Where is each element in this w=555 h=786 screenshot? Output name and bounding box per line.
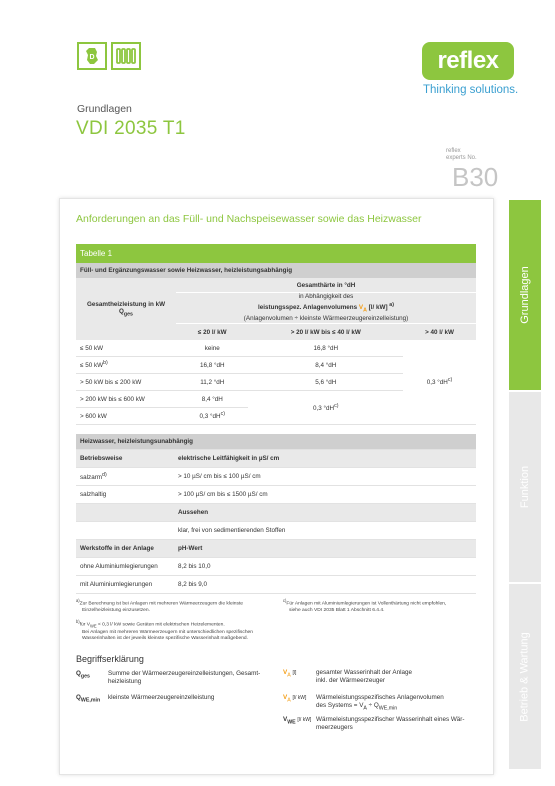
row-c1: keine	[176, 340, 248, 357]
tab-label: Grundlagen	[519, 266, 531, 324]
merged-c2: 0,3 $^\circ dH^{c)}$	[248, 391, 403, 425]
def-vwe: Wärmeleistungsspezifischer Wasserinhalt eines Wär- meerzeugers	[316, 716, 465, 731]
tab-funktion[interactable]	[509, 392, 541, 582]
col-header-3: > 40 l/ kW	[403, 324, 476, 341]
row-label: > 200 kW bis ≤ 600 kW	[76, 391, 176, 408]
row-c1: 8,4 °dH	[176, 391, 248, 408]
sym-vwe: $V_{WE}$ [l/ kW]	[283, 716, 312, 726]
tab-grundlagen[interactable]	[509, 200, 541, 390]
radiator-icon	[111, 42, 141, 70]
sym-va: $V_A$ [l]	[283, 669, 297, 679]
row-c1: 16,8 °dH	[176, 357, 248, 374]
heizwasser-table	[76, 434, 476, 594]
table-row	[76, 340, 476, 357]
merged-c3: 0,3 $^\circ dH^{c)}$	[403, 340, 476, 425]
betriebsweise-header: Betriebsweise	[76, 450, 174, 468]
mit-alu-value: 8,2 bis 9,0	[174, 576, 476, 594]
row-label: > 50 kW bis ≤ 200 kW	[76, 374, 176, 391]
document-number	[452, 162, 498, 193]
table-row	[76, 576, 476, 594]
begriffe-title: Begriffserklärung	[76, 654, 144, 664]
sym-va-spez: $V_A$ [l/ kW]	[283, 694, 307, 704]
ohne-alu-label: ohne Aluminiumlegierungen	[76, 558, 174, 576]
tab-label: Funktion	[519, 465, 532, 509]
table-title: Tabelle 1	[76, 244, 476, 263]
row-label: ≤ 50 kW	[76, 340, 176, 357]
experts-no: experts No.	[446, 155, 477, 161]
page-title: VDI 2035 T1	[76, 118, 186, 139]
experts-label	[446, 148, 477, 162]
table-section-1: Füll- und Ergänzungswasser sowie Heizwasser, heizleistungsabhängig	[76, 263, 476, 278]
aussehen-header: Aussehen	[174, 504, 476, 522]
row-c1: 11,2 °dH	[176, 374, 248, 391]
abhaengigkeit-header: in Abhängigkeit des leistungsspez. Anlagenvolumens $V_A$ [l/ kW] $^{a)}$ (Anlagenvolumen ÷ kleinste Wärmeerzeugereinzelleistung)	[176, 293, 476, 324]
ohne-alu-value: 8,2 bis 10,0	[174, 558, 476, 576]
leitfaehigkeit-header: elektrische Leitfähigkeit in µS/ cm	[174, 450, 476, 468]
row-c2: 8,4 °dH	[248, 357, 403, 374]
row-c1: 0,3 $^\circ dH^{c)}$	[176, 408, 248, 425]
werkstoffe-header: Werkstoffe in der Anlage	[76, 540, 174, 558]
row-c2: 5,6 °dH	[248, 374, 403, 391]
col-header-1: ≤ 20 l/ kW	[176, 324, 248, 341]
germany-standard-icon	[77, 42, 107, 70]
def-q-min: kleinste Wärmeerzeugereinzelleistung	[108, 694, 215, 701]
tab-betrieb-wartung[interactable]	[509, 584, 541, 769]
document-number-prefix: B	[452, 162, 470, 192]
def-va: gesamter Wasserinhalt der Anlage inkl. der Wärmeerzeuger	[316, 669, 413, 684]
tagline: Thinking solutions.	[423, 84, 519, 96]
row-c2: 16,8 °dH	[248, 340, 403, 357]
salzarm-label: salzarm$^{d)}$	[76, 468, 174, 486]
footnote-a: $^{a)}$Zur Berechnung ist bei Anlagen mit mehreren Wärmeerzeugern die kleinste Einzelheizleistung einzusetzen.	[76, 598, 244, 613]
requirements-table	[76, 244, 476, 425]
def-va-spez: Wärmeleistungsspezifisches Anlagenvolumen des Systems = $V_A \div Q_{WE,min}$	[316, 694, 444, 712]
table-row	[76, 468, 476, 486]
table-row	[76, 558, 476, 576]
q-ges-label: $Q_{ges}$	[119, 307, 133, 318]
experts-brand: reflex	[446, 148, 461, 154]
row-label: > 600 kW	[76, 408, 176, 425]
table-row	[76, 486, 476, 504]
gesamthaerte-header: Gesamthärte in °dH	[176, 278, 476, 293]
salzhaltig-value: > 100 µS/ cm bis ≤ 1500 µS/ cm	[174, 486, 476, 504]
footnote-c: $^{c)}$Für Anlagen mit Aluminiumlegierungen ist Vollenthärtung nicht empfohlen, siehe auch VDI 2035 Blatt 1 Abschnitt 6.4.4.	[283, 598, 447, 613]
mit-alu-label: mit Aluminiumlegierungen	[76, 576, 174, 594]
tab-label: Betrieb & Wartung	[519, 631, 531, 722]
sym-q-ges: $Q_{ges}$	[76, 670, 90, 680]
def-q-ges: Summe der Wärmeerzeugereinzelleistungen, Gesamt- heizleistung	[108, 670, 261, 685]
leistung-label: Gesamtheizleistung in kW	[86, 300, 166, 308]
footnote-b: $^{b)}$für $V_{WE} < 0,3$ l/ kW sowie Geräten mit elektrischen Heizelementen. Bei Anlagen mit mehreren Wärmeerzeugern mit unterschiedlichen spezifischen Wasserinhalten ist der jeweils kleinste spezifische Wasserinhalt maßgebend.	[76, 619, 253, 641]
top-icons	[77, 42, 141, 70]
table-section-2: Heizwasser, heizleistungsunabhängig	[76, 434, 476, 450]
section-heading: Anforderungen an das Füll- und Nachspeisewasser sowie das Heizwasser	[76, 213, 422, 225]
reflex-logo: reflex	[422, 42, 514, 80]
leistung-header	[76, 278, 176, 340]
table-row	[76, 522, 476, 540]
ph-header: pH-Wert	[174, 540, 476, 558]
aussehen-value: klar, frei von sedimentierenden Stoffen	[174, 522, 476, 540]
row-label: ≤ 50 $kW^{b)}$	[76, 357, 176, 374]
page-subtitle: Grundlagen	[77, 103, 132, 115]
document-number-value: 30	[469, 162, 499, 192]
svg-text:D: D	[89, 54, 95, 61]
sym-q-min: $Q_{WE,min}$	[76, 694, 101, 704]
salzhaltig-label: salzhaltig	[76, 486, 174, 504]
salzarm-value: > 10 µS/ cm bis ≤ 100 µS/ cm	[174, 468, 476, 486]
col-header-2: > 20 l/ kW bis ≤ 40 l/ kW	[248, 324, 403, 341]
